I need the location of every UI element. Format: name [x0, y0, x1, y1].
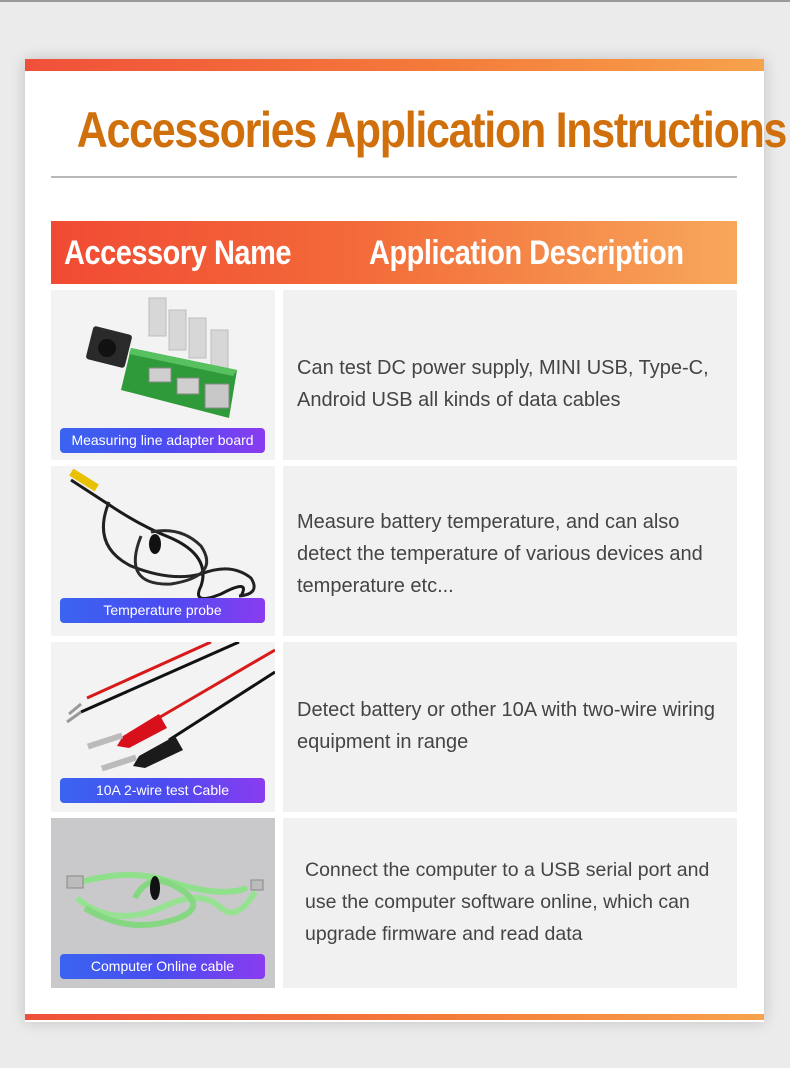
top-divider: [0, 0, 790, 2]
accessory-name-tag: Measuring line adapter board: [60, 428, 265, 453]
description-cell: [283, 466, 737, 636]
description-cell: [283, 290, 737, 460]
description-cell: [283, 642, 737, 812]
description-text: Connect the computer to a USB serial port and use the computer software online, which can upgrade firmware and read data: [305, 859, 710, 945]
accessory-name-tag: 10A 2-wire test Cable: [60, 778, 265, 803]
table-header: [51, 221, 737, 284]
online-cable-image: [51, 818, 275, 988]
bottom-accent-bar: [25, 1014, 764, 1020]
top-accent-bar: [25, 59, 764, 71]
accessory-name-tag: Temperature probe: [60, 598, 265, 623]
description-text: Detect battery or other 10A with two-wire wiring equipment in range: [297, 699, 715, 753]
description-text: Can test DC power supply, MINI USB, Type-C, Android USB all kinds of data cables: [297, 357, 709, 411]
description-cell: [283, 818, 737, 988]
header-application-description: Application Description: [369, 234, 684, 272]
accessory-name-tag: Computer Online cable: [60, 954, 265, 979]
test-cable-image: [51, 642, 275, 812]
description-text: Measure battery temperature, and can also detect the temperature of various devices and temperature etc...: [297, 511, 703, 597]
adapter-board-image: [51, 290, 275, 460]
instruction-card: [25, 59, 787, 1022]
title-divider: [51, 176, 737, 178]
header-accessory-name: Accessory Name: [64, 234, 292, 272]
page-title: Accessories Application Instructions: [76, 102, 787, 158]
temperature-probe-image: [51, 466, 275, 636]
